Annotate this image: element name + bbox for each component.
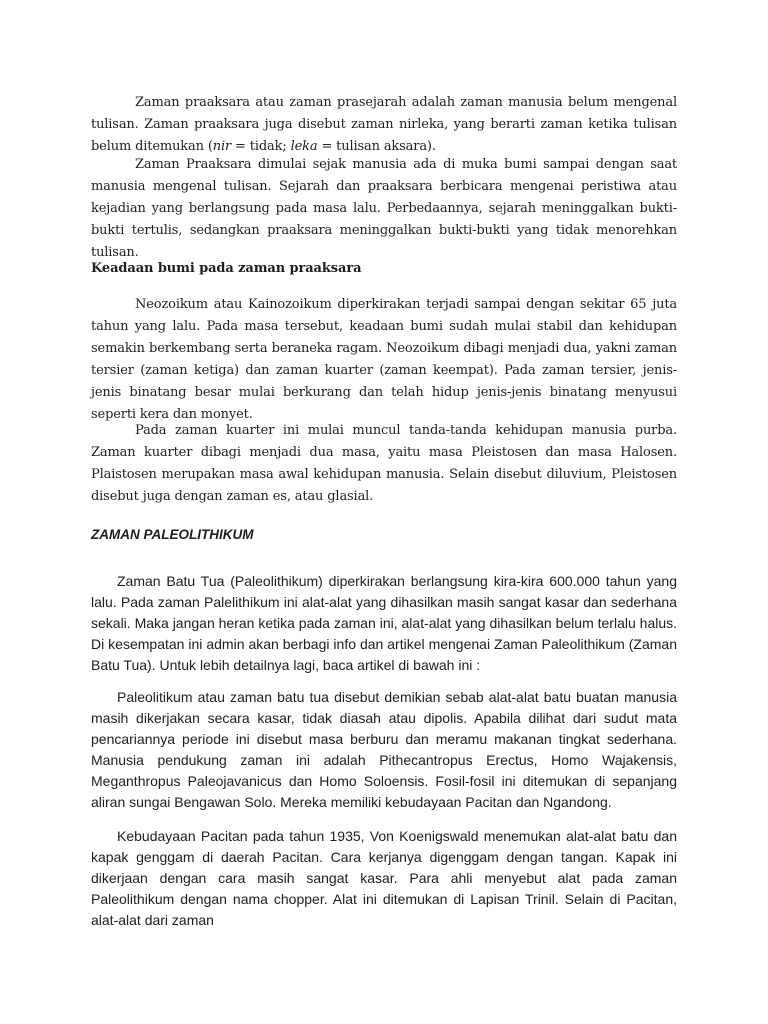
section-heading-paleolithikum: ZAMAN PALEOLITHIKUM (91, 527, 254, 542)
section2-paragraph-1: Zaman Batu Tua (Paleolithikum) diperkirakan berlangsung kira-kira 600.000 tahun yang lalu. Pada zaman Palelithikum ini alat-alat yang dihasilkan masih sangat kasar dan sederhana sekali. Maka jangan heran ketika pada zaman ini, alat-alat yang dihasilkan belum terlalu halus. Di kesempatan ini admin akan berbagi info dan artikel mengenai Zaman Paleolithikum (Zaman Batu Tua). Untuk lebih detailnya lagi, baca artikel di bawah ini : (91, 573, 678, 673)
section2-paragraph-3: Kebudayaan Pacitan pada tahun 1935, Von Koenigswald menemukan alat-alat batu dan kapak genggam di daerah Pacitan. Cara kerjanya digenggam dengan tangan. Kapak ini dikerjaan dengan cara masih sangat kasar. Para ahli menyebut alat pada zaman Paleolithikum dengan nama chopper. Alat ini ditemukan di Lapisan Trinil. Selain di Pacitan, alat-alat dari zaman (91, 828, 677, 928)
intro-p1-text-c: = tulisan aksara). (317, 139, 436, 154)
intro-p1-nir: nir (212, 139, 232, 154)
section1-paragraph-1: Neozoikum atau Kainozoikum diperkirakan terjadi sampai dengan sekitar 65 juta tahun yang lalu. Pada masa tersebut, keadaan bumi sudah mulai stabil dan kehidupan semakin berkembang serta beraneka ragam. Neozoikum dibagi menjadi dua, yakni zaman tersier (zaman ketiga) dan zaman kuarter (zaman keempat). Pada zaman tersier, jenis-jenis binatang besar mulai berkurang dan telah hidup jenis-jenis binatang menyusui seperti kera dan monyet. (91, 297, 677, 422)
intro-paragraph-2: Zaman Praaksara dimulai sejak manusia ada di muka bumi sampai dengan saat manusia mengenal tulisan. Sejarah dan praaksara berbicara mengenai peristiwa atau kejadian yang berlangsung pada masa lalu. Perbedaannya, sejarah meninggalkan bukti-bukti tertulis, sedangkan praaksara meninggalkan bukti-bukti yang tidak menorehkan tulisan. (91, 157, 677, 260)
section2-paragraph-2: Paleolitikum atau zaman batu tua disebut demikian sebab alat-alat batu buatan manusia masih dikerjakan secara kasar, tidak diasah atau dipolis. Apabila dilihat dari sudut mata pencariannya periode ini disebut masa berburu dan meramu makanan tingkat sederhana. Manusia pendukung zaman ini adalah Pithecantropus Erectus, Homo Wajakensis, Meganthropus Paleojavanicus dan Homo Soloensis. Fosil-fosil ini ditemukan di sepanjang aliran sungai Bengawan Solo. Mereka memiliki kebudayaan Pacitan dan Ngandong. (91, 689, 677, 810)
intro-p1-leka: leka (290, 139, 318, 154)
intro-p1-text-b: = tidak; (231, 139, 291, 154)
section-heading-keadaan-bumi: Keadaan bumi pada zaman praaksara (91, 261, 362, 276)
intro-paragraph-1 (91, 92, 677, 158)
intro-p1-text-a: Zaman praaksara atau zaman prasejarah adalah zaman manusia belum mengenal tulisan. Zaman praaksara juga disebut zaman nirleka, yang berarti zaman ketika tulisan belum ditemukan ( (91, 95, 677, 154)
section1-paragraph-2: Pada zaman kuarter ini mulai muncul tanda-tanda kehidupan manusia purba. Zaman kuarter dibagi menjadi dua masa, yaitu masa Pleistosen dan masa Halosen. Plaistosen merupakan masa awal kehidupan manusia. Selain disebut diluvium, Pleistosen disebut juga dengan zaman es, atau glasial. (91, 423, 677, 504)
